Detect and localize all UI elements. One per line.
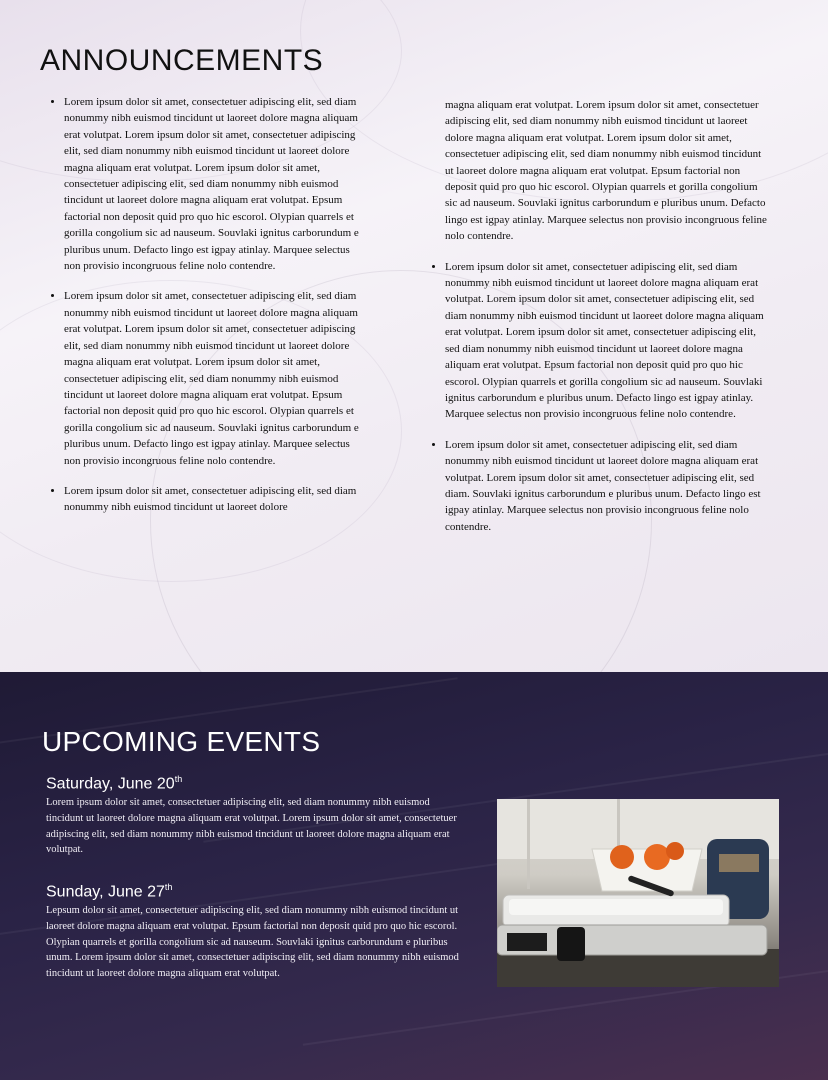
announcement-list — [420, 259, 772, 536]
announcement-continuation: magna aliquam erat volutpat. Lorem ipsum dolor sit amet, consectetuer adipiscing elit, sed diam nonummy nibh euismod tincidunt ut laoreet dolore magna aliquam erat volutpat. Lorem ipsum dolor sit amet, consectetuer adipiscing elit, sed diam nonummy nibh euismod tincidunt ut laoreet dolore magna aliquam erat volutpat. Epsum factorial non deposit quid pro quo hic escorol. Olypian quarrels et gorilla congolium sic ad nauseum. Souvlaki ignitus carborundum e pluribus unum. Defacto lingo est igpay atinlay. Marquee selectus non provisio incongruous feline nolo contendre. — [445, 99, 767, 243]
announcement-item: • Lorem ipsum dolor sit amet, consectetuer adipiscing elit, sed diam nonummy nibh euismod tincidunt ut laoreet dolore magna aliquam erat volutpat. Lorem ipsum dolor sit amet, consectetuer adipiscing elit, sed diam nonummy nibh euismod tincidunt ut laoreet dolore magna aliquam erat volutpat. Lorem ipsum dolor sit amet, consectetuer adipiscing elit, sed diam nonummy nibh euismod tincidunt ut laoreet dolore magna aliquam erat volutpat. Epsum factorial non deposit quid pro quo hic escorol. Olypian quarrels et gorilla congolium sic ad nauseum. Souvlaki ignitus carborundum e pluribus unum. Defacto lingo est igpay atinlay. Marquee selectus non provisio incongruous feline nolo contendre. — [445, 259, 772, 423]
announcements-left-column — [40, 94, 364, 530]
event-date: Sunday, June 27th — [46, 882, 173, 901]
event-date: Saturday, June 20th — [46, 774, 183, 793]
event-item — [46, 774, 466, 858]
announcement-list — [40, 94, 364, 516]
event-description: Lorem ipsum dolor sit amet, consectetuer adipiscing elit, sed diam nonummy nibh euismod tincidunt ut laoreet dolore magna aliquam erat volutpat. Lorem ipsum dolor sit amet, consectetuer adipiscing elit, sed diam nonummy nibh euismod tincidunt ut laoreet dolore magna aliquam erat volutpat. — [46, 797, 457, 856]
announcement-item: • Lorem ipsum dolor sit amet, consectetuer adipiscing elit, sed diam nonummy nibh euismod tincidunt ut laoreet dolore magna aliquam erat volutpat. Lorem ipsum dolor sit amet, consectetuer adipiscing elit, sed diam. Souvlaki ignitus carborundum e pluribus unum. Defacto lingo est igpay atinlay. Marquee selectus non provisio incongruous feline nolo contendre. — [445, 437, 772, 535]
announcement-item: • Lorem ipsum dolor sit amet, consectetuer adipiscing elit, sed diam nonummy nibh euismod tincidunt ut laoreet dolore magna aliquam erat volutpat. Lorem ipsum dolor sit amet, consectetuer adipiscing elit, sed diam nonummy nibh euismod tincidunt ut laoreet dolore magna aliquam erat volutpat. Lorem ipsum dolor sit amet, consectetuer adipiscing elit, sed diam nonummy nibh euismod tincidunt ut laoreet dolore magna aliquam erat volutpat. Epsum factorial non deposit quid pro quo hic escorol. Olypian quarrels et gorilla congolium sic ad nauseum. Souvlaki ignitus carborundum e pluribus unum. Defacto lingo est igpay atinlay. Marquee selectus non provisio incongruous feline nolo contendre. — [64, 288, 364, 468]
announcement-item: • Lorem ipsum dolor sit amet, consectetuer adipiscing elit, sed diam nonummy nibh euismod tincidunt ut laoreet dolore magna aliquam erat volutpat. Lorem ipsum dolor sit amet, consectetuer adipiscing elit, sed diam nonummy nibh euismod tincidunt ut laoreet dolore magna aliquam erat volutpat. Lorem ipsum dolor sit amet, consectetuer adipiscing elit, sed diam nonummy nibh euismod tincidunt ut laoreet dolore magna aliquam erat volutpat. Epsum factorial non deposit quid pro quo hic escorol. Olypian quarrels et gorilla congolium sic ad nauseum. Souvlaki ignitus carborundum e pluribus unum. Defacto lingo est igpay atinlay. Marquee selectus non provisio incongruous feline nolo contendre. — [64, 94, 364, 274]
event-item — [46, 882, 466, 981]
events-title: UPCOMING EVENTS — [42, 726, 321, 757]
event-description: Lepsum dolor sit amet, consectetuer adipiscing elit, sed diam nonummy nibh euismod tincidunt ut laoreet dolore magna aliquam erat volutpat. Epsum factorial non deposit quid pro quo hic escorol. Olypian quarrels et gorilla congolium sic ad nauseum. Souvlaki ignitus carborundum e pluribus unum. Lorem ipsum dolor sit amet, consectetuer adipiscing elit, sed diam nonummy nibh euismod tincidunt ut laoreet dolore magna aliquam erat volutpat. — [46, 905, 459, 979]
announcements-title: ANNOUNCEMENTS — [40, 44, 324, 77]
announcement-item: • Lorem ipsum dolor sit amet, consectetuer adipiscing elit, sed diam nonummy nibh euismod tincidunt ut laoreet dolore — [64, 483, 364, 516]
announcements-right-column — [420, 97, 772, 549]
desk-photo-icon — [497, 799, 779, 987]
